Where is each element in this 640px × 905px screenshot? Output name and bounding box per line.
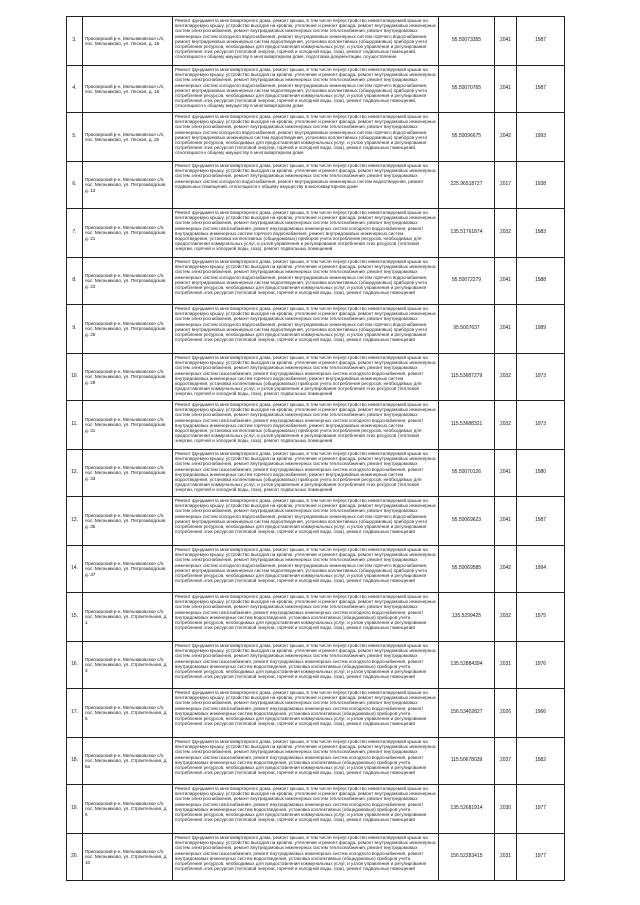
table-row: [67, 593, 565, 642]
build-year-text: 1977: [534, 853, 547, 860]
address-cell: [83, 593, 173, 641]
work-list-cell: [173, 305, 439, 353]
table-row: [67, 66, 565, 113]
planned-year-text: 2017: [499, 181, 512, 188]
work-list-cell: [173, 689, 439, 737]
address-text: Приозерский р-н, Мельниковское с/п, пос. Мельниково, ул. Строительная, д. 6: [85, 801, 168, 817]
work-list-text: Ремонт фундамента многоквартирного дома, ремонт крыши, в том числе переустройство невентилируемой крыши на вентилируемую крышу, устройство выходов на кровлю, утепление и ремонт фасада, ремонт внутридомовых инженерных систем электроснабжения, ремонт внутридомовых инженерных систем теплоснабжения, ремонт внутридомовых инженерных систем газоснабжения, ремонт внутридомовых инженерных систем холодного водоснабжения, ремонт внутридомовых инженерных систем водоотведения, установка коллективных (общедомовых) приборов учета потребления ресурсов, необходимых для предоставления коммунальных услуг, и узлов управления и регулирования потребления этих ресурсов (тепловой энергии, горячей и холодной воды, газа), ремонт подвальных помещений: [175, 835, 436, 872]
cost-text: 115.53688321: [450, 421, 483, 428]
cost-cell: [439, 834, 495, 880]
cost-text: 135.51761874: [450, 229, 483, 236]
build-year-text: 1994: [534, 565, 547, 572]
work-list-text: Ремонт фундамента многоквартирного дома, ремонт крыши, в том числе переустройство невентилируемой крыши на вентилируемую крышу, устройство выходов на кровлю, утепление и ремонт фасада, ремонт внутридомовых инженерных систем электроснабжения, ремонт внутридомовых инженерных систем теплоснабжения, ремонт внутридомовых инженерных систем газоснабжения, ремонт внутридомовых инженерных систем холодного водоснабжения, ремонт внутридомовых инженерных систем водоотведения, установка коллективных (общедомовых) приборов учета потребления ресурсов, необходимых для предоставления коммунальных услуг, и узлов управления и регулирования потребления этих ресурсов (тепловой энергии, горячей и холодной воды, газа), ремонт подвальных помещений: [175, 786, 436, 823]
row-number-cell: [67, 305, 83, 353]
planned-year-cell: [495, 738, 517, 784]
work-list-text: Ремонт фундамента многоквартирного дома, ремонт крыши, в том числе переустройство невентилируемой крыши на вентилируемую крышу, устройство выходов на кровлю, утепление и ремонт фасада, ремонт внутридомовых инженерных систем электроснабжения, ремонт внутридомовых инженерных систем теплоснабжения, ремонт внутридомовых инженерных систем холодного водоснабжения, ремонт внутридомовых инженерных систем горячего водоснабжения, ремонт внутридомовых инженерных систем водоотведения, установка коллективных (общедомовых) приборов учета потребления ресурсов, необходимых для предоставления коммунальных услуг, и узлов управления и регулирования потребления этих ресурсов (тепловой энергии, горячей и холодной воды, газа), ремонт подвальных помещений, относящихся к общему имуществу в многоквартирном доме: [175, 114, 436, 156]
planned-year-text: 2041: [499, 517, 512, 524]
build-year-text: 1976: [534, 661, 547, 668]
address-text: Приозерский р-н, Мельниковское с/п, пос. Мельниково, ул. Строительная, д. 5: [85, 705, 168, 721]
work-list-text: Ремонт фундамента многоквартирного дома, ремонт крыши, в том числе переустройство невентилируемой крыши на вентилируемую крышу, устройство выходов на кровлю, утепление и ремонт фасада, ремонт внутридомовых инженерных систем электроснабжения, ремонт внутридомовых инженерных систем теплоснабжения, ремонт внутридомовых инженерных систем газоснабжения, ремонт внутридомовых инженерных систем холодного водоснабжения, ремонт внутридомовых инженерных систем водоотведения, установка коллективных (общедомовых) приборов учета потребления ресурсов, необходимых для предоставления коммунальных услуг, и узлов управления и регулирования потребления этих ресурсов (тепловой энергии, горячей и холодной воды, газа), ремонт подвальных помещений: [175, 690, 436, 727]
cost-text: 95.50070126: [451, 469, 482, 476]
planned-year-cell: [495, 305, 517, 353]
address-cell: [83, 258, 173, 304]
build-year-text: 1982: [534, 757, 547, 764]
planned-year-text: 2032: [499, 373, 512, 380]
cost-text: 135.52681914: [450, 805, 483, 812]
cost-cell: [439, 738, 495, 784]
capital-repair-table: [66, 16, 565, 881]
row-number-cell: [67, 546, 83, 592]
work-list-text: Ремонт фундамента многоквартирного дома, ремонт крыши, в том числе переустройство невентилируемой крыши на вентилируемую крышу, устройство выходов на кровлю, утепление и ремонт фасада, ремонт внутридомовых инженерных систем электроснабжения, ремонт внутридомовых инженерных систем теплоснабжения, ремонт внутридомовых инженерных систем холодного водоснабжения, ремонт внутридомовых инженерных систем горячего водоснабжения, ремонт внутридомовых инженерных систем водоотведения, установка коллективных (общедомовых) приборов учета потребления ресурсов, необходимых для предоставления коммунальных услуг, и узлов управления и регулирования потребления этих ресурсов (тепловой энергии, горячей и холодной воды, газа), ремонт подвальных помещений, относящихся к общему имуществу в многоквартирном доме: [175, 67, 436, 109]
planned-year-cell: [495, 354, 517, 400]
work-list-cell: [173, 209, 439, 257]
build-year-cell: [517, 546, 565, 592]
address-cell: [83, 305, 173, 353]
cost-cell: [439, 593, 495, 641]
planned-year-cell: [495, 497, 517, 545]
planned-year-text: 2041: [499, 469, 512, 476]
cost-cell: [439, 546, 495, 592]
row-number-cell: [67, 401, 83, 449]
work-list-text: Ремонт фундамента многоквартирного дома, ремонт крыши, в том числе переустройство невентилируемой крыши на вентилируемую крышу, устройство выходов на кровлю, утепление и ремонт фасада, ремонт внутридомовых инженерных систем электроснабжения, ремонт внутридомовых инженерных систем теплоснабжения, ремонт внутридомовых инженерных систем газоснабжения, ремонт внутридомовых инженерных систем холодного водоснабжения, ремонт внутридомовых инженерных систем горячего водоснабжения, ремонт внутридомовых инженерных систем водоотведения, установка коллективных (общедомовых) приборов учета потребления ресурсов, необходимых для предоставления коммунальных услуг, и узлов управления и регулирования потребления этих ресурсов (тепловой энергии, горячей и холодной воды, газа), ремонт подвальных помещений: [175, 355, 436, 397]
row-number-cell: [67, 66, 83, 112]
work-list-cell: [173, 785, 439, 833]
row-number-text: 6.: [72, 181, 77, 188]
address-cell: [83, 209, 173, 257]
planned-year-cell: [495, 785, 517, 833]
planned-year-cell: [495, 834, 517, 880]
build-year-text: 1987: [534, 517, 547, 524]
address-text: Приозерский р-н, Мельниковское с/п, пос. Мельниково, ул. Петрозаводская, д. 23: [85, 273, 167, 289]
planned-year-text: 2032: [499, 421, 512, 428]
row-number-text: 11.: [71, 421, 78, 428]
build-year-text: 1983: [534, 229, 547, 236]
table-row: [67, 305, 565, 354]
build-year-cell: [517, 738, 565, 784]
build-year-text: 1975: [534, 613, 547, 620]
planned-year-cell: [495, 450, 517, 496]
build-year-text: 1980: [534, 469, 547, 476]
build-year-text: 1973: [534, 421, 547, 428]
cost-cell: [439, 305, 495, 353]
planned-year-text: 2031: [499, 853, 512, 860]
address-cell: [83, 66, 173, 112]
work-list-cell: [173, 401, 439, 449]
planned-year-text: 2037: [499, 757, 512, 764]
row-number-text: 8.: [72, 277, 77, 284]
row-number-cell: [67, 642, 83, 688]
cost-cell: [439, 17, 495, 65]
address-cell: [83, 497, 173, 545]
table-row: [67, 689, 565, 738]
address-text: Приозерский р-н, Мельниковское с/п, пос. Мельниково, ул. Строительная, д. 10: [85, 849, 168, 865]
address-text: Приозерский р-н, Мельниковское с/п, пос. Мельниково, ул. Петрозаводская, д. 13: [85, 177, 167, 193]
row-number-text: 16.: [71, 661, 78, 668]
planned-year-text: 2042: [499, 133, 512, 140]
address-text: Приозерский р-н, Мельниковское с/п, пос. Мельниково, ул. Петрозаводская, д. 21: [85, 225, 167, 241]
row-number-text: 19.: [71, 805, 78, 812]
work-list-text: Ремонт фундамента многоквартирного дома, ремонт крыши, в том числе переустройство невентилируемой крыши на вентилируемую крышу, устройство выходов на кровлю, утепление и ремонт фасада, ремонт внутридомовых инженерных систем электроснабжения, ремонт внутридомовых инженерных систем теплоснабжения, ремонт внутридомовых инженерных систем холодного водоснабжения, ремонт внутридомовых инженерных систем горячего водоснабжения, ремонт внутридомовых инженерных систем водоотведения, установка коллективных (общедомовых) приборов учета потребления ресурсов, необходимых для предоставления коммунальных услуг, и узлов управления и регулирования потребления этих ресурсов (тепловой энергии, горячей и холодной воды, газа), ремонт подвальных помещений: [175, 259, 436, 296]
row-number-text: 4.: [72, 85, 77, 92]
planned-year-text: 2041: [499, 37, 512, 44]
build-year-cell: [517, 689, 565, 737]
cost-text: 95.50070765: [451, 85, 482, 92]
cost-cell: [439, 113, 495, 161]
work-list-text: Ремонт фундамента многоквартирного дома, ремонт крыши, в том числе переустройство невентилируемой крыши на вентилируемую крышу, устройство выходов на кровлю, утепление и ремонт фасада, ремонт внутридомовых инженерных систем электроснабжения, ремонт внутридомовых инженерных систем теплоснабжения, ремонт внутридомовых инженерных систем холодного водоснабжения, ремонт внутридомовых инженерных систем горячего водоснабжения, ремонт внутридомовых инженерных систем водоотведения, установка коллективных (общедомовых) приборов учета потребления ресурсов, необходимых для предоставления коммунальных услуг, и узлов управления и регулирования потребления этих ресурсов (тепловой энергии, горячей и холодной воды, газа), ремонт подвальных помещений: [175, 547, 436, 584]
work-list-cell: [173, 113, 439, 161]
row-number-text: 17.: [71, 709, 78, 716]
work-list-cell: [173, 17, 439, 65]
planned-year-text: 2026: [499, 709, 512, 716]
planned-year-cell: [495, 66, 517, 112]
build-year-cell: [517, 162, 565, 208]
planned-year-text: 2042: [499, 565, 512, 572]
cost-text: 115.53687279: [450, 373, 483, 380]
build-year-cell: [517, 113, 565, 161]
work-list-cell: [173, 497, 439, 545]
row-number-cell: [67, 258, 83, 304]
row-number-cell: [67, 162, 83, 208]
cost-text: 156.52283415: [450, 853, 483, 860]
row-number-text: 7.: [72, 229, 77, 236]
build-year-cell: [517, 354, 565, 400]
work-list-cell: [173, 66, 439, 112]
address-cell: [83, 113, 173, 161]
planned-year-cell: [495, 546, 517, 592]
work-list-cell: [173, 258, 439, 304]
build-year-cell: [517, 497, 565, 545]
work-list-text: Ремонт фундамента многоквартирного дома, ремонт крыши, в том числе переустройство невентилируемой крыши на вентилируемую крышу, устройство выходов на кровлю, утепление и ремонт фасада, ремонт внутридомовых инженерных систем электроснабжения, ремонт внутридомовых инженерных систем теплоснабжения, ремонт внутридомовых инженерных систем газоснабжения, ремонт внутридомовых инженерных систем холодного водоснабжения, ремонт внутридомовых инженерных систем водоотведения, установка коллективных (общедомовых) приборов учета потребления ресурсов, необходимых для предоставления коммунальных услуг, и узлов управления и регулирования потребления этих ресурсов (тепловой энергии, горячей и холодной воды, газа), ремонт подвальных помещений: [175, 739, 436, 776]
work-list-cell: [173, 354, 439, 400]
cost-text: 95.5007637: [453, 325, 480, 332]
row-number-cell: [67, 785, 83, 833]
cost-text: 95.50073355: [451, 37, 482, 44]
cost-text: 135.5299425: [451, 613, 482, 620]
address-text: Приозерский р-н, Мельниковское с/п, пос. Мельниково, ул. Лесная, д. 20: [85, 131, 165, 142]
row-number-cell: [67, 593, 83, 641]
build-year-text: 1987: [534, 37, 547, 44]
table-row: [67, 401, 565, 450]
cost-cell: [439, 642, 495, 688]
build-year-cell: [517, 258, 565, 304]
address-cell: [83, 162, 173, 208]
row-number-text: 18.: [71, 757, 78, 764]
address-text: Приозерский р-н, Мельниковское с/п, пос. Мельниково, ул. Петрозаводская, д. 33: [85, 465, 167, 481]
planned-year-text: 2041: [499, 325, 512, 332]
planned-year-text: 2041: [499, 277, 512, 284]
cost-cell: [439, 689, 495, 737]
planned-year-cell: [495, 258, 517, 304]
row-number-cell: [67, 689, 83, 737]
table-row: [67, 354, 565, 401]
row-number-text: 10.: [71, 373, 78, 380]
cost-cell: [439, 401, 495, 449]
cost-text: 135.52884394: [450, 661, 483, 668]
cost-text: 95.50096675: [451, 133, 482, 140]
build-year-cell: [517, 593, 565, 641]
build-year-cell: [517, 305, 565, 353]
table-row: [67, 162, 565, 209]
work-list-text: Ремонт фундамента многоквартирного дома, ремонт крыши, в том числе переустройство невентилируемой крыши на вентилируемую крышу, устройство выходов на кровлю, утепление и ремонт фасада, ремонт внутридомовых инженерных систем электроснабжения, ремонт внутридомовых инженерных систем теплоснабжения, ремонт внутридомовых инженерных систем холодного водоснабжения, ремонт внутридомовых инженерных систем горячего водоснабжения, ремонт внутридомовых инженерных систем водоотведения, установка коллективных (общедомовых) приборов учета потребления ресурсов, необходимых для предоставления коммунальных услуг, и узлов управления и регулирования потребления этих ресурсов (тепловой энергии, горячей и холодной воды, газа), ремонт подвальных помещений: [175, 498, 436, 535]
cost-text: 95.50069623: [451, 517, 482, 524]
planned-year-cell: [495, 642, 517, 688]
table-row: [67, 450, 565, 497]
table-row: [67, 113, 565, 162]
cost-cell: [439, 354, 495, 400]
work-list-cell: [173, 593, 439, 641]
planned-year-cell: [495, 113, 517, 161]
table-row: [67, 497, 565, 546]
table-row: [67, 17, 565, 66]
row-number-text: 13.: [71, 517, 78, 524]
work-list-text: Ремонт фундамента многоквартирного дома, ремонт крыши, в том числе переустройство невентилируемой крыши на вентилируемую крышу, устройство выходов на кровлю, утепление и ремонт фасада, ремонт внутридомовых инженерных систем электроснабжения, ремонт внутридомовых инженерных систем теплоснабжения, ремонт внутридомовых инженерных систем холодного водоснабжения, ремонт внутридомовых инженерных систем горячего водоснабжения, ремонт внутридомовых инженерных систем водоотведения, установка коллективных (общедомовых) приборов учета потребления ресурсов, необходимых для предоставления коммунальных услуг, и узлов управления и регулирования потребления этих ресурсов (тепловой энергии, горячей и холодной воды, газа), ремонт подвальных помещений: [175, 306, 436, 343]
cost-text: 95.50069585: [451, 565, 482, 572]
row-number-text: 20.: [71, 853, 78, 860]
planned-year-cell: [495, 17, 517, 65]
row-number-cell: [67, 497, 83, 545]
work-list-cell: [173, 162, 439, 208]
address-cell: [83, 354, 173, 400]
work-list-cell: [173, 450, 439, 496]
build-year-text: 1993: [534, 133, 547, 140]
build-year-cell: [517, 66, 565, 112]
address-text: Приозерский р-н, Мельниковское с/п, пос. Мельниково, ул. Строительная, д. 3: [85, 657, 168, 673]
address-text: Приозерский р-н, Мельниковское с/п, пос. Мельниково, ул. Петрозаводская, д. 31: [85, 417, 167, 433]
address-text: Приозерский р-н, Мельниковское с/п, пос. Мельниково, ул. Лесная, д. 16: [85, 35, 165, 46]
cost-cell: [439, 785, 495, 833]
address-cell: [83, 546, 173, 592]
planned-year-cell: [495, 162, 517, 208]
work-list-text: Ремонт фундамента многоквартирного дома, ремонт крыши, в том числе переустройство невентилируемой крыши на вентилируемую крышу, устройство выходов на кровлю, утепление и ремонт фасада, ремонт внутридомовых инженерных систем электроснабжения, ремонт внутридомовых инженерных систем теплоснабжения, ремонт внутридомовых инженерных систем холодного водоснабжения, ремонт внутридомовых инженерных систем горячего водоснабжения, ремонт внутридомовых инженерных систем водоотведения, установка коллективных (общедомовых) приборов учета потребления ресурсов, необходимых для предоставления коммунальных услуг, и узлов управления и регулирования потребления этих ресурсов (тепловой энергии, горячей и холодной воды, газа), ремонт подвальных помещений, относящихся к общему имуществу в многоквартирном доме, подготовка документации, осуществление: [175, 18, 436, 60]
build-year-text: 1973: [534, 373, 547, 380]
build-year-text: 1987: [534, 85, 547, 92]
row-number-text: 5.: [72, 133, 77, 140]
row-number-cell: [67, 209, 83, 257]
cost-cell: [439, 497, 495, 545]
cost-cell: [439, 450, 495, 496]
row-number-text: 14.: [71, 565, 78, 572]
table-row: [67, 738, 565, 785]
cost-text: 95.50072279: [451, 277, 482, 284]
work-list-text: Ремонт фундамента многоквартирного дома, ремонт крыши, в том числе переустройство невентилируемой крыши на вентилируемую крышу, устройство выходов на кровлю, утепление и ремонт фасада, ремонт внутридомовых инженерных систем электроснабжения, ремонт внутридомовых инженерных систем теплоснабжения, ремонт внутридомовых инженерных систем газоснабжения, ремонт внутридомовых инженерных систем холодного водоснабжения, ремонт внутридомовых инженерных систем водоотведения, установка коллективных (общедомовых) приборов учета потребления ресурсов, необходимых для предоставления коммунальных услуг, и узлов управления и регулирования потребления этих ресурсов (тепловой энергии, горячей и холодной воды, газа), ремонт подвальных помещений: [175, 594, 436, 631]
row-number-cell: [67, 450, 83, 496]
row-number-cell: [67, 738, 83, 784]
cost-cell: [439, 209, 495, 257]
table-row: [67, 834, 565, 881]
planned-year-cell: [495, 401, 517, 449]
planned-year-cell: [495, 593, 517, 641]
cost-text: 115.50678039: [450, 757, 483, 764]
planned-year-text: 2032: [499, 229, 512, 236]
address-text: Приозерский р-н, Мельниковское с/п, пос. Мельниково, ул. Петрозаводская, д. 37: [85, 561, 167, 577]
address-cell: [83, 785, 173, 833]
planned-year-cell: [495, 209, 517, 257]
build-year-cell: [517, 401, 565, 449]
cost-text: 156.53402827: [450, 709, 483, 716]
address-text: Приозерский р-н, Мельниковское с/п, пос. Мельниково, ул. Строительная, д. 1: [85, 609, 168, 625]
work-list-text: Ремонт фундамента многоквартирного дома, ремонт крыши, в том числе переустройство невентилируемой крыши на вентилируемую крышу, устройство выходов на кровлю, утепление и ремонт фасада, ремонт внутридомовых инженерных систем электроснабжения, ремонт внутридомовых инженерных систем теплоснабжения, ремонт внутридомовых инженерных систем газоснабжения, ремонт внутридомовых инженерных систем холодного водоснабжения, ремонт внутридомовых инженерных систем водоотведения, установка коллективных (общедомовых) приборов учета потребления ресурсов, необходимых для предоставления коммунальных услуг, и узлов управления и регулирования потребления этих ресурсов (тепловой энергии, горячей и холодной воды, газа), ремонт подвальных помещений: [175, 643, 436, 680]
build-year-cell: [517, 642, 565, 688]
address-text: Приозерский р-н, Мельниковское с/п, пос. Мельниково, ул. Лесная, д. 18: [85, 83, 165, 94]
work-list-text: Ремонт фундамента многоквартирного дома, ремонт крыши, в том числе переустройство невентилируемой крыши на вентилируемую крышу, устройство выходов на кровлю, утепление и ремонт фасада, ремонт внутридомовых инженерных систем электроснабжения, ремонт внутридомовых инженерных систем теплоснабжения, ремонт внутридомовых инженерных систем газоснабжения, ремонт внутридомовых инженерных систем холодного водоснабжения, ремонт внутридомовых инженерных систем горячего водоснабжения, ремонт внутридомовых инженерных систем водоотведения, установка коллективных (общедомовых) приборов учета потребления ресурсов, необходимых для предоставления коммунальных услуг, и узлов управления и регулирования потребления этих ресурсов (тепловой энергии, горячей и холодной воды, газа), ремонт подвальных помещений: [175, 451, 436, 493]
build-year-cell: [517, 209, 565, 257]
work-list-cell: [173, 642, 439, 688]
row-number-cell: [67, 834, 83, 880]
work-list-text: Ремонт фундамента многоквартирного дома, ремонт крыши, в том числе переустройство невентилируемой крыши на вентилируемую крышу, устройство выходов на кровлю, утепление и ремонт фасада, ремонт внутридомовых инженерных систем электроснабжения, ремонт внутридомовых инженерных систем теплоснабжения, ремонт внутридомовых инженерных систем холодного водоснабжения, ремонт внутридомовых инженерных систем водоотведения, ремонт подвальных помещений, относящихся к общему имуществу в многоквартирном доме: [175, 163, 436, 189]
address-cell: [83, 450, 173, 496]
work-list-text: Ремонт фундамента многоквартирного дома, ремонт крыши, в том числе переустройство невентилируемой крыши на вентилируемую крышу, устройство выходов на кровлю, утепление и ремонт фасада, ремонт внутридомовых инженерных систем электроснабжения, ремонт внутридомовых инженерных систем теплоснабжения, ремонт внутридомовых инженерных систем газоснабжения, ремонт внутридомовых инженерных систем холодного водоснабжения, ремонт внутридомовых инженерных систем горячего водоснабжения, ремонт внутридомовых инженерных систем водоотведения, установка коллективных (общедомовых) приборов учета потребления ресурсов, необходимых для предоставления коммунальных услуг, и узлов управления и регулирования потребления этих ресурсов (тепловой энергии, горячей и холодной воды, газа), ремонт подвальных помещений: [175, 402, 436, 444]
work-list-text: Ремонт фундамента многоквартирного дома, ремонт крыши, в том числе переустройство невентилируемой крыши на вентилируемую крышу, устройство выходов на кровлю, утепление и ремонт фасада, ремонт внутридомовых инженерных систем электроснабжения, ремонт внутридомовых инженерных систем теплоснабжения, ремонт внутридомовых инженерных систем газоснабжения, ремонт внутридомовых инженерных систем холодного водоснабжения, ремонт внутридомовых инженерных систем горячего водоснабжения, ремонт внутридомовых инженерных систем водоотведения, установка коллективных (общедомовых) приборов учета потребления ресурсов, необходимых для предоставления коммунальных услуг, и узлов управления и регулирования потребления этих ресурсов (тепловой энергии, горячей и холодной воды, газа), ремонт подвальных помещений: [175, 210, 436, 252]
build-year-cell: [517, 785, 565, 833]
row-number-text: 9.: [72, 325, 77, 332]
address-cell: [83, 689, 173, 737]
row-number-cell: [67, 113, 83, 161]
planned-year-cell: [495, 689, 517, 737]
address-text: Приозерский р-н, Мельниковское с/п, пос. Мельниково, ул. Строительная, д. 5а: [85, 753, 168, 769]
table-row: [67, 258, 565, 305]
address-text: Приозерский р-н, Мельниковское с/п, пос. Мельниково, ул. Петрозаводская, д. 35: [85, 513, 167, 529]
row-number-text: 15.: [71, 613, 78, 620]
address-cell: [83, 401, 173, 449]
build-year-text: 1988: [534, 277, 547, 284]
work-list-cell: [173, 546, 439, 592]
cost-cell: [439, 66, 495, 112]
table-row: [67, 209, 565, 258]
cost-text: 225.96518727: [450, 181, 483, 188]
table-row: [67, 546, 565, 593]
build-year-text: 1966: [534, 709, 547, 716]
planned-year-text: 2041: [499, 85, 512, 92]
build-year-cell: [517, 17, 565, 65]
address-cell: [83, 738, 173, 784]
address-text: Приозерский р-н, Мельниковское с/п, пос. Мельниково, ул. Петрозаводская, д. 29: [85, 369, 167, 385]
table-row: [67, 785, 565, 834]
cost-cell: [439, 258, 495, 304]
work-list-cell: [173, 834, 439, 880]
planned-year-text: 2030: [499, 805, 512, 812]
planned-year-text: 2031: [499, 661, 512, 668]
address-cell: [83, 834, 173, 880]
row-number-cell: [67, 354, 83, 400]
build-year-cell: [517, 834, 565, 880]
build-year-text: 1977: [534, 805, 547, 812]
cost-cell: [439, 162, 495, 208]
row-number-text: 12.: [71, 469, 78, 476]
address-cell: [83, 17, 173, 65]
row-number-text: 3.: [72, 37, 77, 44]
row-number-cell: [67, 17, 83, 65]
planned-year-text: 2032: [499, 613, 512, 620]
build-year-text: 1989: [534, 325, 547, 332]
address-text: Приозерский р-н, Мельниковское с/п, пос. Мельниково, ул. Петрозаводская, д. 25: [85, 321, 167, 337]
address-cell: [83, 642, 173, 688]
table-row: [67, 642, 565, 689]
build-year-text: 1938: [534, 181, 547, 188]
work-list-cell: [173, 738, 439, 784]
build-year-cell: [517, 450, 565, 496]
